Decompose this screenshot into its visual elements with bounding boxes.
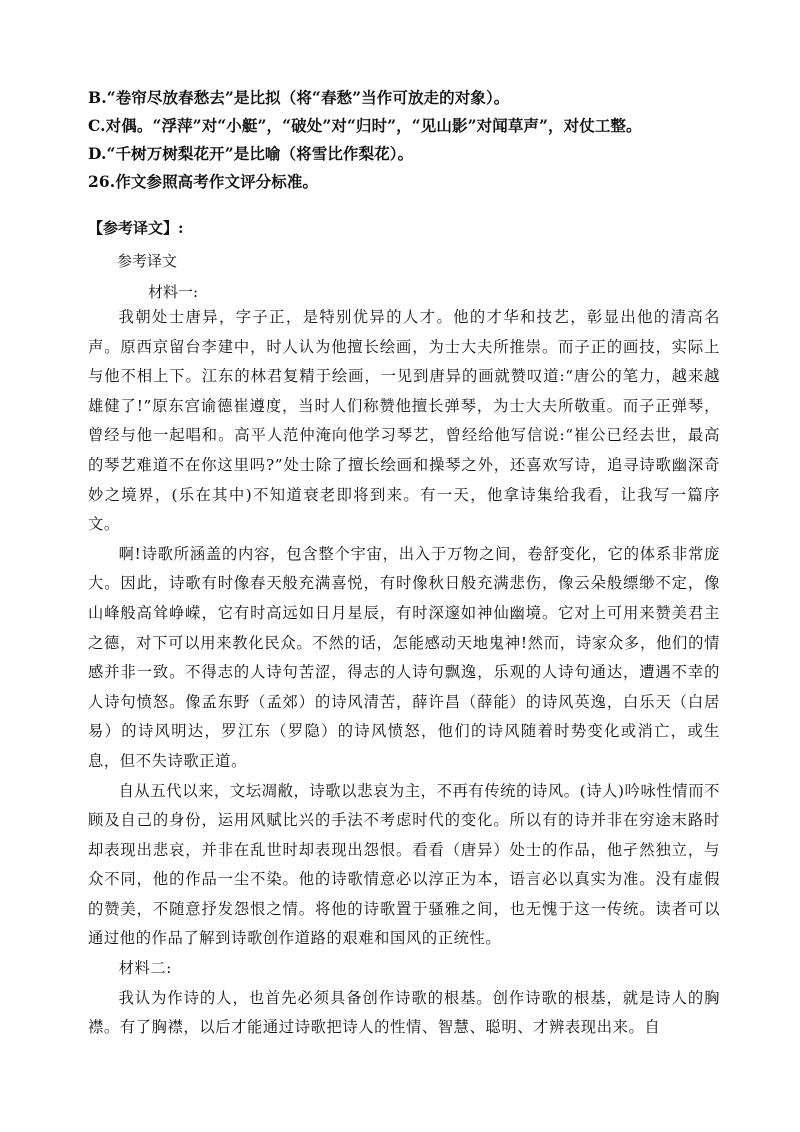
reference-heading: 【参考译文】: (88, 219, 184, 237)
material-2-label: 材料二: (118, 959, 173, 978)
answer-26: 26.作文参照高考作文评分标准。 (88, 172, 319, 191)
reference-subheading: 参考译文 (117, 252, 178, 270)
material-1-paragraph-3: 自从五代以来，文坛凋敝，诗歌以悲哀为主，不再有传统的诗风。(诗人)吟咏性情而不顾及自己的身份，运用风赋比兴的手法不考虑时代的变化。所以有的诗并非在穷途末路时却表现出悲哀，并非在乱世时却表现出怨恨。看看（唐异）处士的作品，他孑然独立，与众不同，他的作品一尘不染。他的诗歌情意必以淳正为本，语言必以真实为准。没有虚假的赞美，不随意抒发怨恨之情。将他的诗歌置于骚雅之间，也无愧于这一传统。读者可以通过他的作品了解到诗歌创作道路的艰难和国风的正统性。 (88, 781, 720, 948)
answer-d: D.“千树万树梨花开”是比喻（将雪比作梨花）。 (88, 144, 414, 163)
answer-c: C.对偶。“浮萍”对“小艇”，“破处”对“归时”，“见山影”对闻草声”，对仗工整。 (88, 116, 642, 135)
answer-b: B.“卷帘尽放春愁去”是比拟（将“春愁”当作可放走的对象）。 (88, 88, 510, 107)
answer-section (88, 84, 728, 196)
material-1-label: 材料一: (148, 283, 199, 301)
material-1-paragraph-2: 啊!诗歌所涵盖的内容，包含整个宇宙，出入于万物之间，卷舒变化，它的体系非常庞大。因此，诗歌有时像春天般充满喜悦，有时像秋日般充满悲伤，像云朵般缥缈不定，像山峰般高耸峥嵘，它有时高远如日月星辰，有时深邃如神仙幽境。它对上可用来赞美君主之德，对下可以用来教化民众。不然的话，怎能感动天地鬼神!然而，诗家众多，他们的情感并非一致。不得志的人诗句苦涩，得志的人诗句飘逸，乐观的人诗句通达，遭遇不幸的人诗句愤怒。像孟东野（孟郊）的诗风清苦，薛许昌（薛能）的诗风英逸，白乐天（白居易）的诗风明达，罗江东（罗隐）的诗风愤怒，他们的诗风随着时势变化或消亡，或生息，但不失诗歌正道。 (88, 544, 720, 770)
material-1-paragraph-1: 我朝处士唐异，字子正，是特别优异的人才。他的才华和技艺，彰显出他的清高名声。原西京留台李建中，时人认为他擅长绘画，为士大夫所推崇。而子正的画技，实际上与他不相上下。江东的林君复精于绘画，一见到唐异的画就赞叹道:“唐公的笔力，越来越雄健了!”原东宫谕德崔遵度，当时人们称赞他擅长弹琴，为士大夫所敬重。而子正弹琴，曾经与他一起唱和。高平人范仲淹向他学习琴艺，曾经给他写信说:“崔公已经去世，最高的琴艺难道不在你这里吗?”处士除了擅长绘画和操琴之外，还喜欢写诗，追寻诗歌幽深奇妙之境界，(乐在其中)不知道衰老即将到来。有一天，他拿诗集给我看，让我写一篇序文。 (88, 308, 720, 534)
material-2-paragraph-1: 我认为作诗的人，也首先必须具备创作诗歌的根基。创作诗歌的根基，就是诗人的胸襟。有了胸襟，以后才能通过诗歌把诗人的性情、智慧、聪明、才辨表现出来。自 (88, 988, 720, 1037)
translation-passage (88, 303, 720, 1043)
